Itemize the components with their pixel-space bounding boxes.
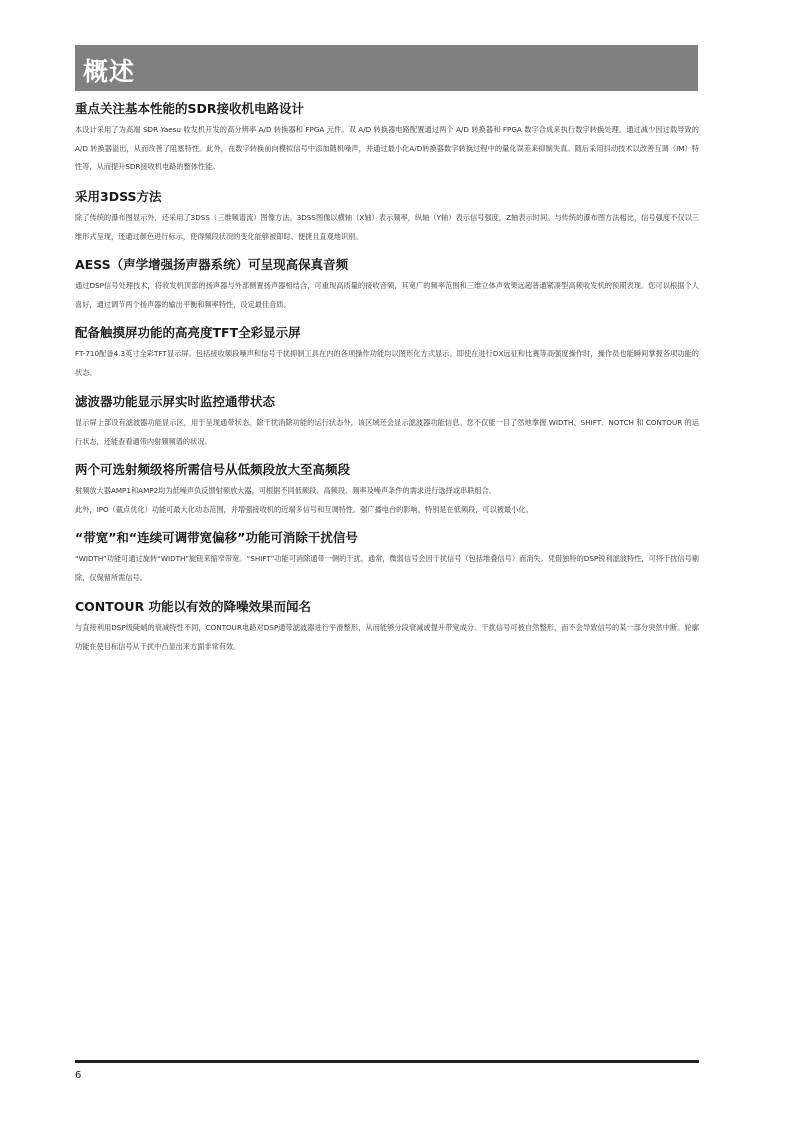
section-body: 本设计采用了为高端 SDR Yaesu 收发机开发的高分辨率 A/D 转换器和 FPGA 元件。双 A/D 转换器电路配置通过两个 A/D 转换器和 FPGA 数字合成来执行数字转换处理。通过减少因过载导致的 A/D 转换器溢出，从而改善了阻塞特性。此外，在数字转换前向模拟信号中添加随机噪声，并通过最小化A/D转换器数字转换过程中的量化误差来抑制失真。随后采用抖动技术以改善互调（IM）特性等，从而提升SDR接收机电路的整体性能。 [75,125,699,171]
section-filter-display [75,394,699,451]
section-body: 显示屏上部设有滤波器功能显示区，用于呈现通带状态。除干扰消除功能的运行状态外，该区域还会显示滤波器功能信息。您不仅能一目了然地掌握 WIDTH、SHIFT、NOTCH 和 CONTOUR 的运行状态，还能查看通带内射频频谱的状况。 [75,418,699,446]
section-sdr-receiver [75,101,699,177]
section-body: 与直接利用DSP级陡峭的衰减特性不同，CONTOUR电路对DSP通带滤波器进行平滑整形，从而能够分段衰减或提升带宽成分。干扰信号可被自然整形，而不会导致信号的某一部分突然中断。轮廓功能在使目标信号从干扰中凸显出来方面非常有效。 [75,623,699,651]
section-contour [75,599,699,656]
section-rf-amp [75,462,699,519]
section-heading: “带宽”和“连续可调带宽偏移”功能可消除干扰信号 [75,530,358,545]
section-tft-display [75,325,699,382]
section-heading: 重点关注基本性能的SDR接收机电路设计 [75,101,305,116]
section-heading: 采用3DSS方法 [75,189,162,204]
section-heading: 滤波器功能显示屏实时监控通带状态 [75,394,276,409]
section-body: 射频放大器AMP1和AMP2均为低噪声负反馈射频放大器，可根据不同低频段、高频段、频率及噪声条件的需求进行选择或串联组合。 此外，IPO（截点优化）功能可最大化动态范围，并增强接收机的近端多信号和互调特性。强广播电台的影响，特别是在低频段，可以被最小化。 [75,486,533,514]
section-body: 除了传统的瀑布图显示外，还采用了3DSS（三维频谱流）图像方法。3DSS图像以横轴（X轴）表示频率，纵轴（Y轴）表示信号强度，Z轴表示时间。与传统的瀑布图方法相比，信号强度不仅以三维形式呈现，还通过颜色进行标示，使得频段状况的变化能够被即时、便捷且直观地识别。 [75,213,699,241]
section-heading: AESS（声学增强扬声器系统）可呈现高保真音频 [75,257,349,272]
section-body: 通过DSP信号处理技术，将收发机顶部的扬声器与外部侧置扬声器相结合，可重现高质量的接收音频，其宽广的频率范围和三维立体声效果远超普通紧凑型高频收发机的预期表现。您可以根据个人喜好，通过调节两个扬声器的输出平衡和频率特性，设定最佳音质。 [75,281,699,309]
section-body: “WIDTH”功能可通过旋转“WIDTH”旋钮来缩窄带宽。“SHIFT”功能可消除通带一侧的干扰。通常，微弱信号会因干扰信号（包括堆叠信号）而消失。凭借独特的DSP锐利滤波特性，可将干扰信号剔除，仅保留所需信号。 [75,554,699,582]
section-3dss [75,189,699,246]
footer-rule [75,1060,699,1063]
page-title: 概述 [83,57,136,86]
page-number: 6 [75,1070,82,1081]
section-heading: CONTOUR 功能以有效的降噪效果而闻名 [75,599,312,614]
section-heading: 两个可选射频级将所需信号从低频段放大至高频段 [75,462,351,477]
section-title-bar [75,45,698,91]
section-width-shift [75,530,699,587]
section-body: FT-710配备4.3英寸全彩TFT显示屏。包括接收频段噪声和信号干扰抑制工具在内的各项操作功能均以图形化方式显示。即使在进行DX远征和比赛等高强度操作时，操作员也能瞬间掌握各项功能的状态。 [75,349,699,377]
section-aess [75,257,699,314]
section-heading: 配备触摸屏功能的高亮度TFT全彩显示屏 [75,325,301,340]
